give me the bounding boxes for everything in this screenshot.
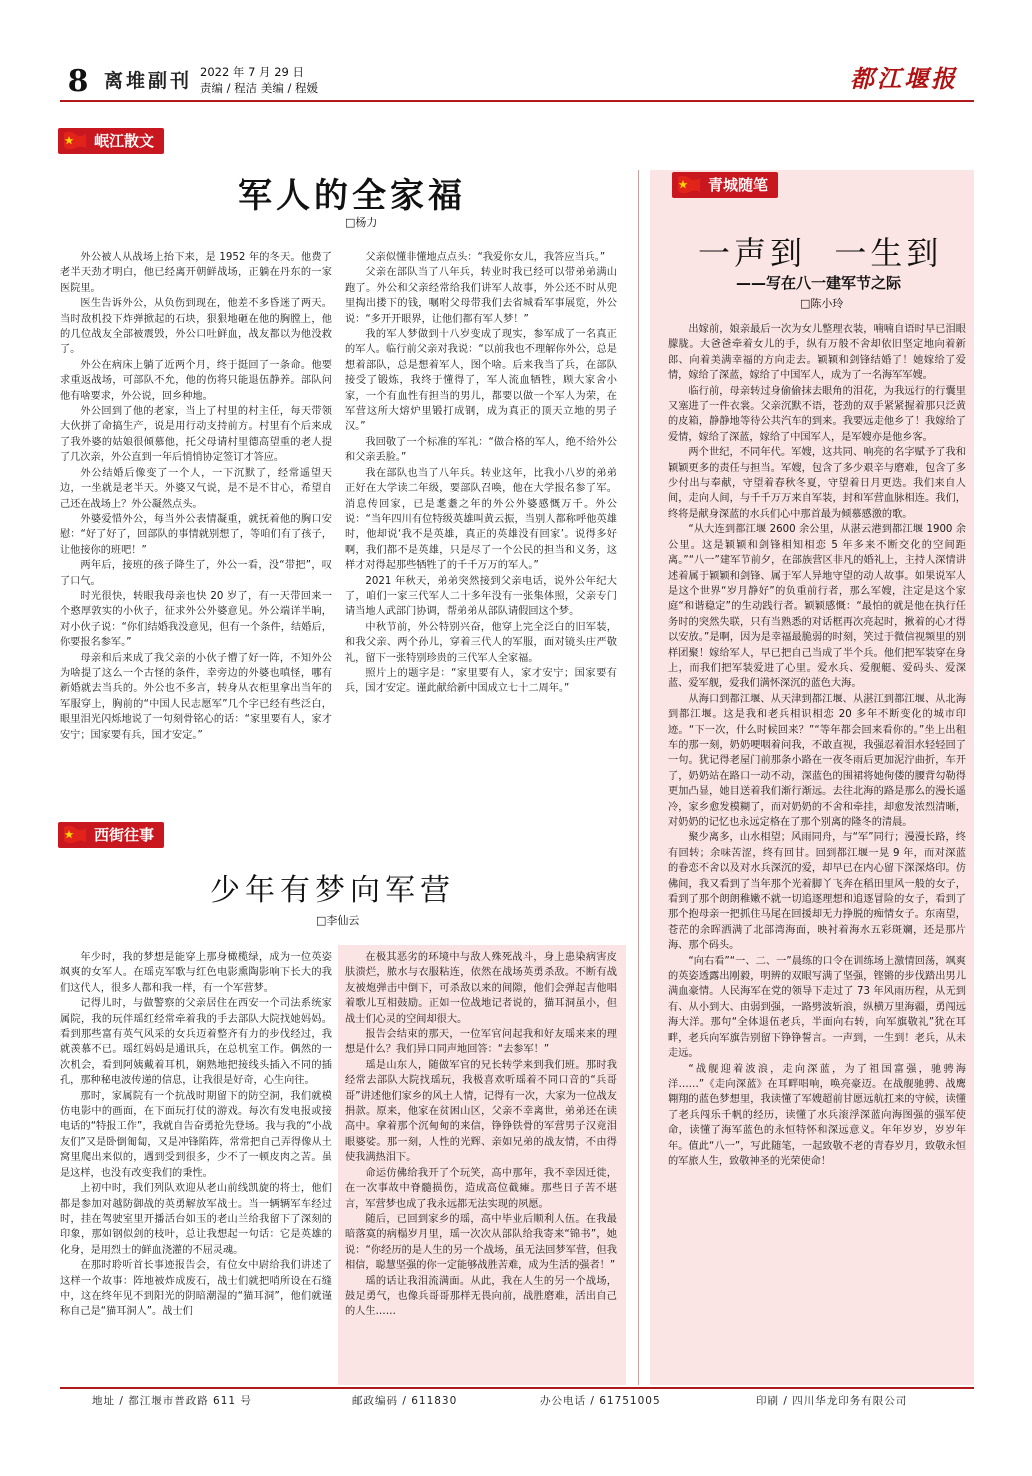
column-divider [638, 170, 639, 1385]
paragraph: 中秋节前，外公特别兴奋，他穿上完全泛白的旧军装，和我父亲、两个孙儿，穿着三代人的军服，面对镜头庄严敬礼，留下一张特别珍贵的三代军人全家福。 [345, 621, 617, 664]
section-label: 岷江散文 [94, 132, 155, 150]
section-label: 西街往事 [94, 826, 155, 844]
footer-rule [60, 1387, 974, 1389]
article-byline: □杨力 [345, 216, 378, 229]
paragraph: 在极其恶劣的环境中与敌人殊死战斗，身上患染病害皮肤溃烂，脓水与衣服粘连，依然在战场英勇杀敌。不断有战友被炮弹击中倒下，可杀敌以来的间隙，他们会弹起吉他唱着歌儿互相鼓励。正如一位战地记者说的，猫耳洞虽小，但战士们心灵的空间却很大。 [345, 952, 617, 1025]
paragraph: 我在部队也当了八年兵。转业这年，比我小八岁的弟弟正好在大学读二年级，要部队召唤，他在大学报名参了军。消息传回家，已是耄耋之年的外公外婆感慨万千。外公说：“当年四川有位特级英雄叫黄云振，当别人都称呼他英雄时，他却说‘我不是英雄，真正的英雄没有回家’。说得多好啊，我们都不是英雄，只是尽了一个公民的担当和义务，这样才对得起那些牺牲了的千千万万的军人。” [345, 467, 617, 572]
section-label: 青城随笔 [708, 176, 769, 194]
paragraph: 年少时，我的梦想是能穿上那身橄榄绿，成为一位英姿飒爽的女军人。在瑶克军歌与红色电影熏陶影响下长大的我们这代人，很多人都和我一样，有一个军营梦。 [60, 952, 332, 994]
article-column [345, 250, 617, 775]
footer-postcode: 邮政编码 / 611830 [352, 1395, 458, 1407]
article-column [345, 950, 617, 1380]
footer-phone: 办公电话 / 61751005 [540, 1395, 661, 1407]
paragraph: 临行前，母亲转过身偷偷抹去眼角的泪花，为我远行的行囊里又塞进了一件衣裳。父亲沉默不语，苍劲的双手紧紧握着那只泛黄的皮箱，静静地等待公共汽车的到来。我要远走他乡了！我嫁给了爱情，嫁给了深蓝，嫁给了中国军人，是军嫂亦是他乡客。 [668, 385, 966, 443]
article-column [668, 322, 966, 1382]
paragraph: 医生告诉外公，从负伤到现在，他差不多昏迷了两天。当时敌机投下炸弹掀起的石块，狠狠地砸在他的胸膛上，他的几位战友全部被震毁，外公口吐鲜血，战友都以为他没救了。 [60, 298, 332, 356]
paragraph: 命运仿佛给我开了个玩笑，高中那年，我不幸因迁徙，在一次事故中脊髓损伤，造成高位截瘫。那些日子苦不堪言，军营梦也成了我永远都无法实现的夙愿。 [345, 1167, 617, 1210]
paragraph: 时光很快，转眼我母亲也快 20 岁了，有一天带回来一个憨厚敦实的小伙子，征求外公外婆意见。外公端详半晌，对小伙子说：“你们结婚我没意见，但有一个条件，结婚后，你要报名参军。” [60, 590, 332, 649]
paragraph: 随后，已回到家乡的瑶，高中毕业后顺利人伍。在我最暗落寞的病榻岁月里，瑶一次次从部队给我寄来“锦书”，她说：“你经历的是人生的另一个战场，虽无法回梦军营，但我相信，聪慧坚强的你一定能够战胜苦难，成为生活的强者！” [345, 1213, 617, 1272]
section-badge-qingcheng [672, 172, 778, 198]
paragraph: 2021 年秋天，弟弟突然接到父亲电话，说外公年纪大了，咱们一家三代军人二十多年没有一张集体照，父亲专门请当地人武部门协调，帮弟弟从部队请假回这个梦。 [345, 575, 617, 618]
article-byline: □李仙云 [316, 914, 360, 927]
paragraph: 外公被人从战场上抬下来，是 1952 年的冬天。他费了老半天劲才明白，他已经离开朝鲜战场，正躺在丹东的一家医院里。 [60, 252, 332, 294]
article-subtitle: ——写在八一建军节之际 [736, 274, 902, 292]
flag-icon [62, 131, 88, 151]
paragraph: 外公结婚后像变了一个人，一下沉默了，经常遥望天边，一坐就是老半天。外婆又气说，是不是不甘心，希望自己还在战场上？外公凝然点头。 [60, 467, 332, 510]
section-badge-xijie [58, 822, 164, 848]
paragraph: 上初中时，我们列队欢迎从老山前线凯旋的将士，他们都是参加对越防御战的英勇解放军战士。当一辆辆军车经过时，挂在驾驶室里开播活台如玉的老山兰给我留下了深刻的印象，那如钢似剑的枝叶，总让我想起一句话：它是英雄的化身，是用烈士的鲜血浇灌的不屈灵魂。 [60, 1183, 332, 1256]
article-title: 军人的全家福 [238, 176, 466, 216]
paragraph: 我回敬了一个标准的军礼：“做合格的军人，绝不给外公和父亲丢脸。” [345, 436, 617, 464]
paragraph: 瑶是山东人，随做军官的兄长转学来到我们班。那时我经常去部队大院找瑶玩，我极喜欢听瑶着不同口音的“兵哥哥”讲述他们家乡的风土人情，记得有一次，大家为一位战友捐款。原来，他家在贫困山区，父亲不幸离世，弟弟还在读高中。拿着那个沉甸甸的来信，铮铮铁骨的军营男子汉竟泪眼婆娑。那一刻，人性的光辉、亲如兄弟的战友情，不由得使我满热泪下。 [345, 1059, 617, 1164]
article-column [60, 250, 332, 775]
paragraph: 外公在病床上躺了近两个月，终于挺回了一条命。他要求重返战场，可部队不允，他的伤将只能退伍静养。部队问他有啥要求，外公说，回乡种地。 [60, 359, 332, 402]
paragraph: 记得儿时，与做警察的父亲居住在西安一个司法系统家属院，我的玩伴瑶红经常牵着我的手去部队大院找她妈妈。看到那些富有英气风采的女兵迈着整齐有力的步伐经过，我就羡慕不已。瑶红妈妈是通讯兵，在总机室工作。偶然的一次机会，看到阿姨戴着耳机，娴熟地把接线头插入不同的插孔，那种秘电波传递的信息，让我很是好奇，心生向往。 [60, 998, 332, 1087]
footer-address: 地址 / 都江堰市普政路 611 号 [92, 1395, 252, 1407]
paragraph: 聚少离多，山水相望；风雨同舟，与“军”同行；漫漫长路，终有回转；余味苦涩，终有回甘。回到都江堰一晃 9 年，而对深蓝的眷恋不舍以及对水兵深沉的爱，却早已在内心留下深深烙印。仿佛间，我又看到了当年那个光着脚丫飞奔在稻田里风一般的女子，看到了那个朗朗稚嫩不就一切追逐理想和追逐冒险的女子，看到了那个抱母亲一把抓住马尾在回援却无力挣脱的痴情女子。东南望，苍茫的余晖洒满了北部湾海面，映衬着海水五彩斑斓，还是那片海、那个码头。 [668, 832, 966, 952]
paragraph: 在那时聆听首长事迹报告会，有位女中尉给我们讲述了这样一个故事：阵地被炸成废石，战士们就把哨所设在石缝中，这在终年见不到阳光的阴暗潮湿的“猫耳洞”，他们就谨称自己是“猫耳洞人”。战士们 [60, 1260, 332, 1318]
article-title: 少年有梦向军营 [210, 873, 455, 908]
paragraph: “战舰迎着波浪，走向深蓝，为了祖国富强，驰骋海洋……”《走向深蓝》在耳畔唱响，唤亮豪迈。在战舰驰骋、战鹰翱翔的蓝色梦想里，我读懂了军嫂超前甘愿远航扛来的守候，读懂了老兵闯乐千帆的经历，读懂了水兵滚浮深蓝向海图强的强军使命，读懂了海军蓝色的永恒特怀和深远意义。年年岁岁，岁岁年年。值此“八一”，写此随笔，一起致敬不老的青春岁月，致敬永恒的军旅人生，致敬神圣的光荣使命！ [668, 1063, 966, 1167]
paragraph: 两个世纪，不同年代。军嫂，这共同、响亮的名字赋予了我和颖颖更多的责任与担当。军嫂，包含了多少艰辛与磨难，包含了多少付出与奉献，守望着春秋冬夏，守望着日月更迭。我们来自人间，走向人间，与千千万万来自军装，封和军营血脉相连。我们，终将是献身深蓝的水兵们心中那首最为倾慕感激的歌。 [668, 447, 966, 520]
paragraph: 我的军人梦做到十八岁变成了现实，参军成了一名真正的军人。临行前父亲对我说：“以前我也不理解你外公，总是想着部队，总是想着军人，图个啥。后来我当了兵，在部队接受了锻炼，我终于懂得了，军人流血牺牲，顾大家舍小家，一个有血性有担当的男儿，都要以做一个军人为荣，在军营这所大熔炉里锻打成钢，成为真正的顶天立地的男子汉。” [345, 329, 617, 433]
paragraph: 那时，家属院有一个抗战时期留下的防空洞，我们就模仿电影中的画面，在下面玩打仗的游戏。每次有发电报或接电话的“特报工作”，我就自告奋勇抢先登场。我与我的“小战友们”又是卧倒匍匐，又是冲锋陷阵，常常把自己弄得像从土窝里爬出来似的，遇到受到很多，少不了一顿皮肉之苦。虽是这样，也没有改变我们的秉性。 [60, 1090, 332, 1179]
newspaper-logo-text: 都江堰报 [850, 64, 958, 93]
article-byline: □陈小玲 [800, 297, 844, 310]
issue-date: 2022 年 7 月 29 日 [200, 65, 304, 79]
masthead-rule [60, 100, 974, 102]
paragraph: 从海口到都江堰、从天津到都江堰、从湛江到都江堰、从北海到都江堰。这是我和老兵相识相恋 20 多年不断变化的城市印迹。“下一次，什么时候回来？”“等年都会回来看你的。”坐上出租车的那一刻，奶奶哽咽着问我，不敢直视，我强忍着泪水轻轻回了一句。犹记得老屋门前那条小路在一夜冬雨后更加泥泞曲折，车开了，奶奶站在路口一动不动，深蓝色的围裙将她佝偻的腰背勾勒得更加凸显，她目送着我们渐行渐远。去往北海的路是那么的漫长遥冷，家乡愈发模糊了，而对奶奶的不舍和牵挂，却愈发浓烈清晰，对奶奶的记忆也永远定格在了那个别离的隆冬的清晨。 [668, 693, 966, 828]
page-number: 8 [62, 62, 94, 102]
paragraph: 瑶的话让我泪流满面。从此，我在人生的另一个战场，鼓足勇气，也像兵哥哥那样无畏向前，战胜磨难，活出自己的人生…… [345, 1275, 617, 1318]
flag-icon [62, 825, 88, 845]
paragraph: 父亲似懂非懂地点点头：“我爱你女儿，我答应当兵。” [365, 252, 606, 263]
section-badge-minjiang [58, 128, 164, 154]
paragraph: 报告会结束的那天，一位军官问起我和好友瑶来来的理想是什么？我们异口同声地回答：“去参军！” [345, 1029, 617, 1056]
paragraph: 母亲和后来成了我父亲的小伙子懵了好一阵，不知外公为啥提了这么一个古怪的条件，幸旁边的外婆也嗔怪，哪有新婚就去当兵的。外公也不多言，转身从衣柜里拿出当年的军服穿上，胸前的“中国人民志愿军”几个字已经有些泛白，眼里泪光闪烁地说了一句刻骨铭心的话：“家里要有人，家才安宁；国家要有兵，国才安定。” [60, 652, 332, 741]
paragraph: 出嫁前，娘亲最后一次为女儿整理衣装，喃喃自语时早已泪眼朦胧。大爸爸牵着女儿的手，纵有万般不舍却依旧坚定地向着新郎、向着美满幸福的方向走去。颖颖和剑锋结婚了！她嫁给了爱情，嫁给了深蓝，嫁给了中国军人，成为了一名海军军嫂。 [668, 324, 966, 382]
paragraph: 照片上的题字是：“家里要有人，家才安宁；国家要有兵，国才安定。谨此献给新中国成立七十二周年。” [345, 667, 617, 695]
article-title: 一声到 一生到 [698, 234, 943, 272]
paragraph: 外公回到了他的老家，当上了村里的村主任，每天带领大伙拼了命搞生产，说是用行动支持前方。村里有个后来成了我外婆的姑娘很倾慕他，托父母请村里德高望重的老人提了几次亲，外公直到一年后悄悄协定签订才答应。 [60, 406, 332, 464]
footer-printer: 印刷 / 四川华龙印务有限公司 [756, 1395, 908, 1407]
article-column [60, 950, 332, 1380]
flag-icon [676, 175, 702, 195]
paragraph: “从大连到都江堰 2600 余公里，从湛云港到都江堰 1900 余公里。这是颖颖和剑锋相知相恋 5 年多来不断交化的空间距离。”“八一”建军节前夕，在部族营区非凡的婚礼上，主持人深情讲述着属于颖颖和剑锋、属于军人异地守望的动人故事。如果说军人是这个世界“岁月静好”的负重前行者，那么军嫂，注定是这个家庭“和谐稳定”的生动践行者。颖颖感慨：“最怕的就是他在执行任务时的突然失联，只有当熟悉的对话框再次亮起时，揪着的心才得以安放。”是啊，因为是幸福最脆弱的时刻，笑过于微信视频里的别样团聚！嫁给军人，早已把自己当成了半个兵。他们把军装穿在身上，而我们把军装爱进了心里。爱水兵、爱舰艇、爱码头、爱深蓝、爱军舰，爱我们满怀深沉的蓝色大海。 [668, 524, 966, 690]
newspaper-logo [850, 60, 972, 98]
column-name: 离堆副刊 [104, 70, 193, 92]
paragraph: “向右看”“一、二、一”晨练的口令在训练场上激情回荡，飒爽的英姿透露出刚毅，明辨的双眼写满了坚强，铿锵的步伐踏出男儿满血豪情。人民海军在党的领导下走过了 73 年风雨历程，从无到有、从小到大、由弱到强，一路劈波斩浪，纵横万里海疆，勇闯远海大洋。那句“全体退伍老兵，半面向右转，向军旗敬礼”犹在耳畔，老兵向军旗告别留下铮铮誓言。一声到，一生到！老兵，从未走远。 [668, 955, 966, 1060]
paragraph: 两年后，接班的孩子降生了，外公一看，没“带把”，叹了口气。 [60, 560, 332, 587]
paragraph: 外婆爱惜外公，每当外公表情凝重，就抚着他的胸口安慰：“好了好了，回部队的事情就别想了，等咱们有了孩子，让他接你的班吧！” [60, 513, 332, 556]
editor-credits: 责编 / 程洁 美编 / 程媛 [200, 81, 319, 95]
paragraph: 父亲在部队当了八年兵，转业时我已经可以带弟弟满山跑了。外公和父亲经常给我们讲军人故事，外公还不时从兜里掏出搂下的钱，嘱咐父母带我们去省城看军事展览，外公说：“多开开眼界，让他们都有军人梦！” [345, 267, 617, 325]
